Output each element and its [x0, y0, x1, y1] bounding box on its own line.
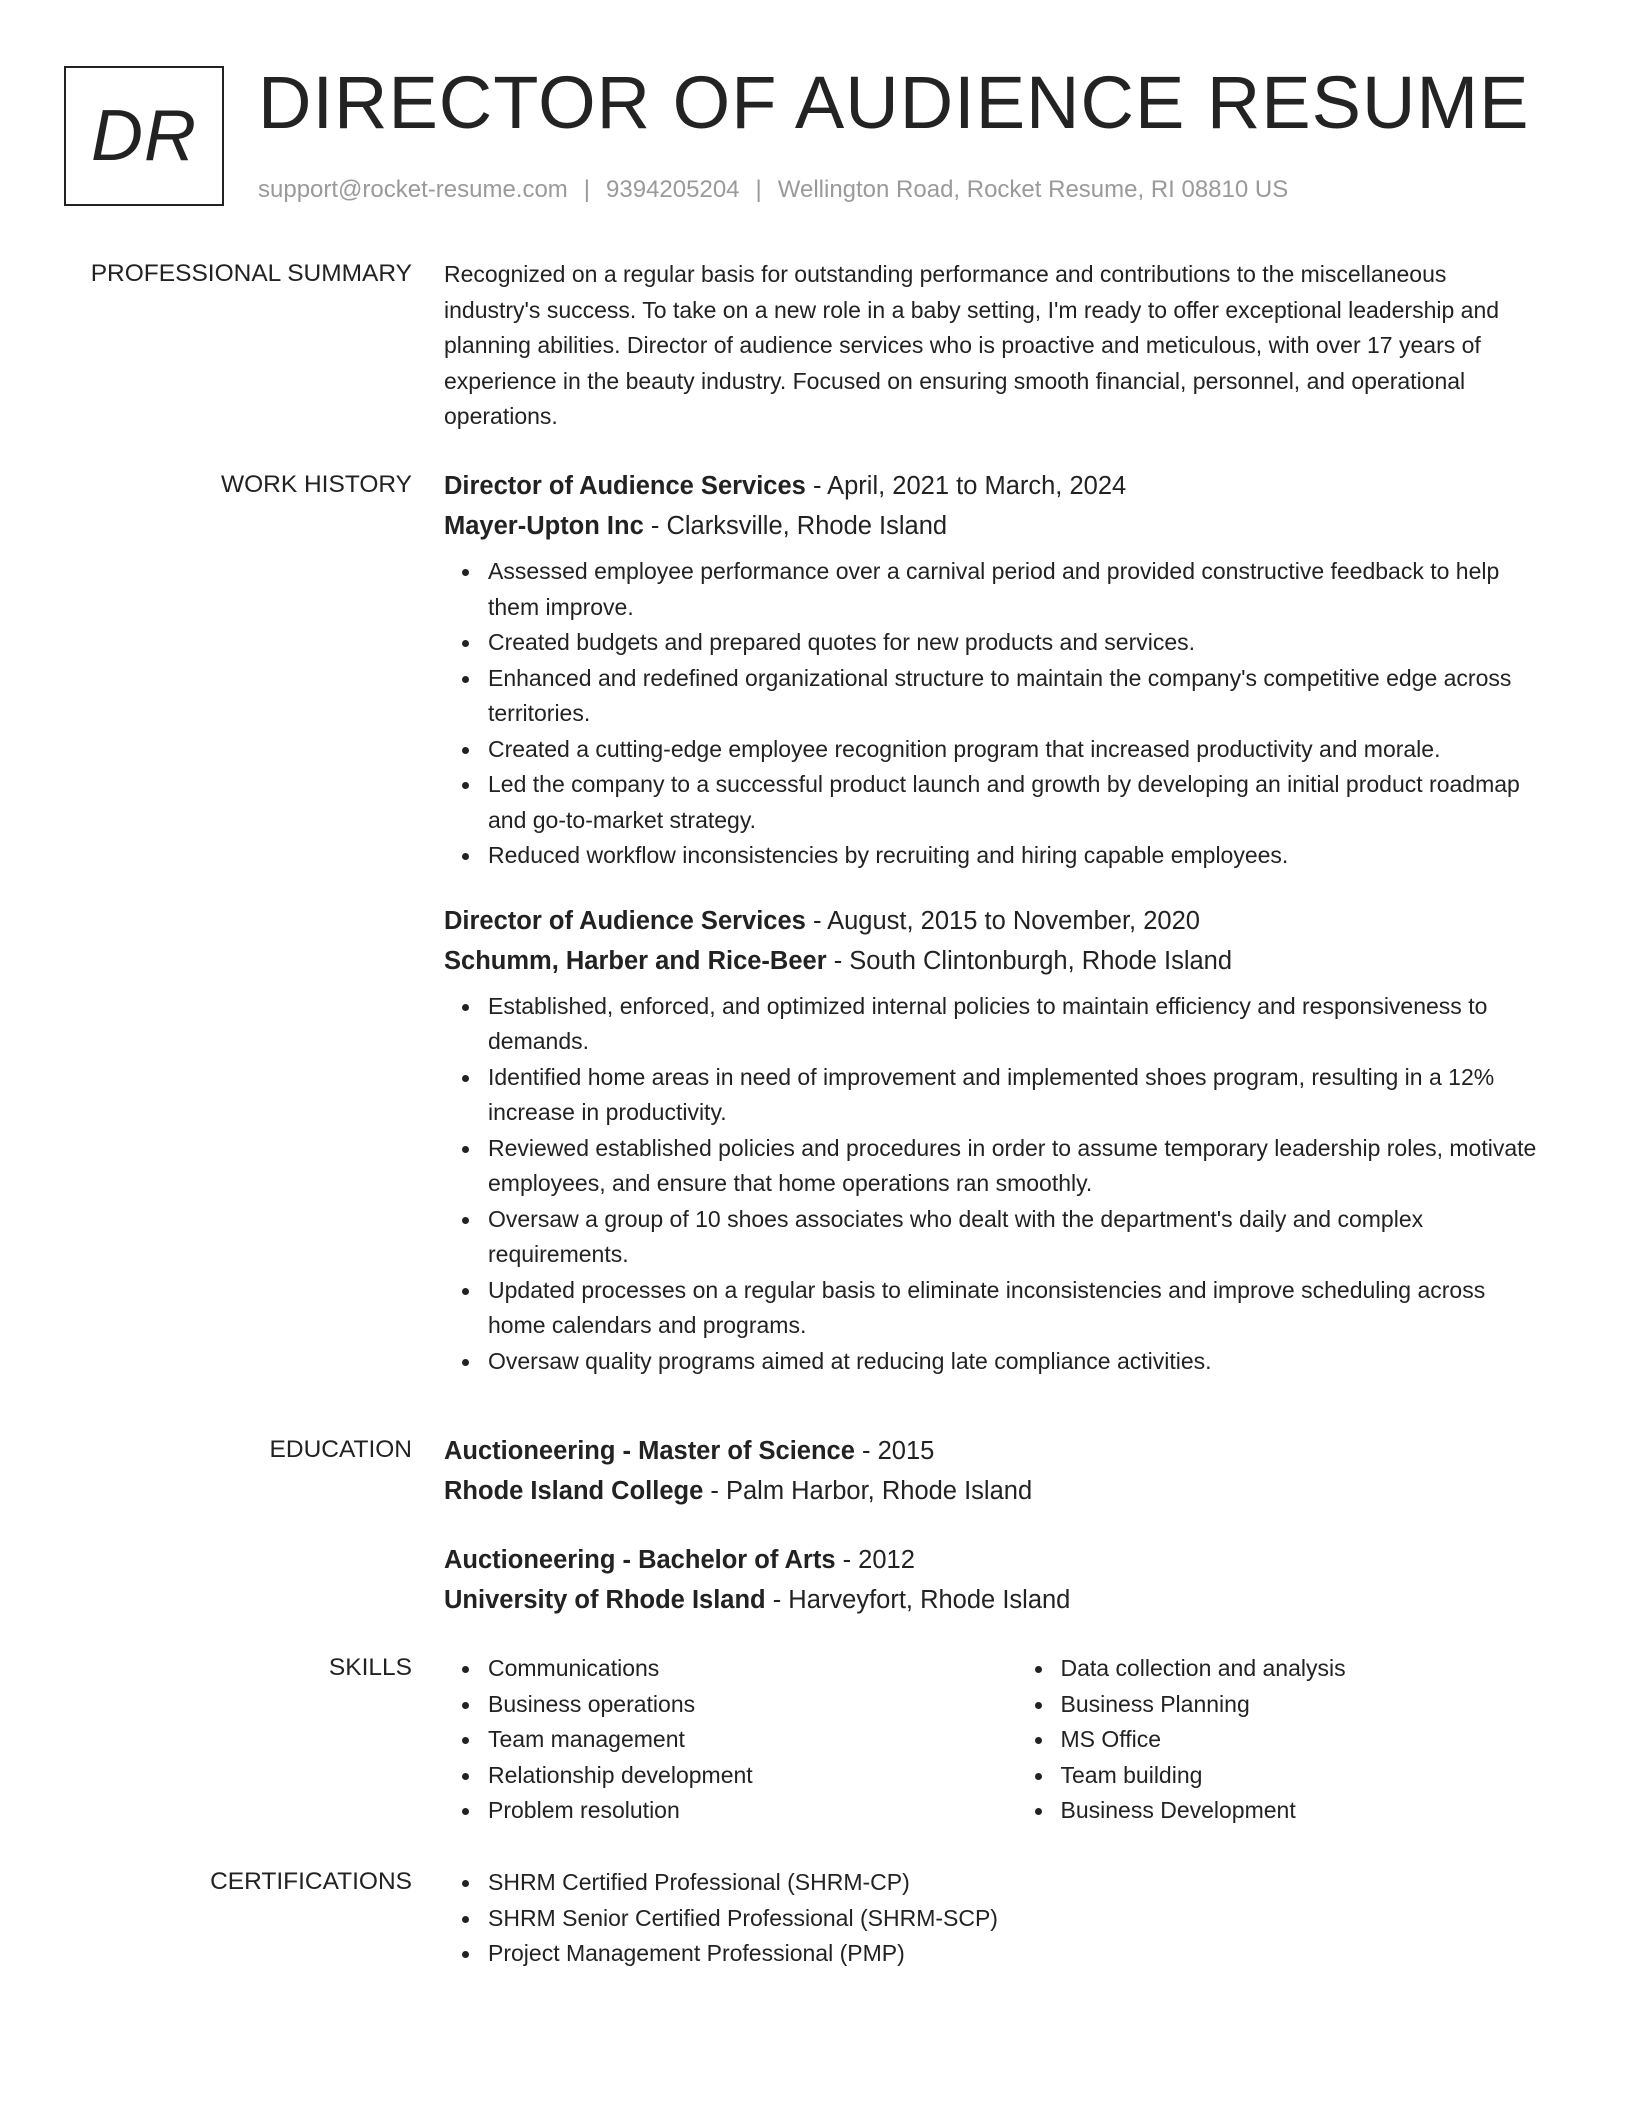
skills-column-right: [1017, 1651, 1545, 1829]
contact-address: Wellington Road, Rocket Resume, RI 08810 US: [777, 176, 1289, 203]
school-location: - Harveyfort, Rhode Island: [765, 1586, 1071, 1614]
contact-separator: |: [583, 176, 591, 203]
contact-phone[interactable]: 9394205204: [606, 176, 740, 203]
education-entry: [444, 1540, 1544, 1620]
job-title-line: [444, 901, 1544, 941]
list-item: Created a cutting-edge employee recognition program that increased productivity and morale.: [488, 732, 1544, 768]
list-item: Created budgets and prepared quotes for new products and services.: [488, 625, 1544, 661]
contact-email[interactable]: support@rocket-resume.com: [258, 176, 568, 203]
list-item: Project Management Professional (PMP): [488, 1936, 1544, 1972]
job-company-line: [444, 941, 1544, 981]
list-item: Established, enforced, and optimized internal policies to maintain efficiency and responsiveness to demands.: [488, 989, 1544, 1060]
list-item: Business operations: [488, 1687, 972, 1723]
summary-text: Recognized on a regular basis for outstanding performance and contributions to the miscellaneous industry's success. To take on a new role in a baby setting, I'm ready to offer exceptional leadership and planning abilities. Director of audience services who is proactive and meticulous, with over 17 years of experience in the beauty industry. Focused on ensuring smooth financial, personnel, and operational operations.: [444, 261, 1500, 429]
resume-title: DIRECTOR OF AUDIENCE RESUME: [258, 61, 1530, 144]
contact-line: [258, 174, 1288, 206]
job-company: Mayer-Upton Inc: [444, 512, 644, 540]
degree-line: [444, 1431, 1544, 1471]
education-list: [444, 1431, 1544, 1620]
monogram-initials: DR: [91, 96, 197, 176]
job-company-line: [444, 506, 1544, 546]
section-heading: EDUCATION: [269, 1436, 412, 1463]
section-heading: SKILLS: [328, 1654, 412, 1681]
list-item: Reviewed established policies and procedures in order to assume temporary leadership roles, motivate employees, and ensure that home operations ran smoothly.: [488, 1131, 1544, 1202]
job-title: Director of Audience Services: [444, 472, 806, 500]
list-item: Assessed employee performance over a carnival period and provided constructive feedback to help them improve.: [488, 554, 1544, 625]
section-heading: CERTIFICATIONS: [210, 1868, 412, 1895]
school-location: - Palm Harbor, Rhode Island: [703, 1477, 1033, 1505]
list-item: Business Development: [1061, 1793, 1545, 1829]
skills-column-left: [444, 1651, 972, 1829]
list-item: Reduced workflow inconsistencies by recruiting and hiring capable employees.: [488, 838, 1544, 874]
degree: Auctioneering - Master of Science: [444, 1437, 855, 1465]
list-item: Oversaw a group of 10 shoes associates who dealt with the department's daily and complex requirements.: [488, 1202, 1544, 1273]
list-item: Updated processes on a regular basis to eliminate inconsistencies and improve scheduling across home calendars and programs.: [488, 1273, 1544, 1344]
job-bullets: [444, 989, 1544, 1380]
school-line: [444, 1471, 1544, 1511]
job-dates: - August, 2015 to November, 2020: [805, 906, 1200, 935]
job-location: - Clarksville, Rhode Island: [643, 512, 948, 540]
list-item: Led the company to a successful product launch and growth by developing an initial product roadmap and go-to-market strategy.: [488, 767, 1544, 838]
section-heading: WORK HISTORY: [220, 471, 412, 498]
monogram-logo: [64, 66, 224, 206]
certifications-list: [444, 1865, 1544, 1972]
jobs-list: [444, 466, 1544, 1379]
school-line: [444, 1580, 1544, 1620]
school: Rhode Island College: [444, 1477, 704, 1505]
list-item: SHRM Certified Professional (SHRM-CP): [488, 1865, 1544, 1901]
skills-grid: [444, 1651, 1544, 1829]
list-item: Data collection and analysis: [1061, 1651, 1545, 1687]
list-item: Relationship development: [488, 1758, 972, 1794]
list-item: Communications: [488, 1651, 972, 1687]
job-company: Schumm, Harber and Rice-Beer: [444, 946, 827, 975]
job-entry: [444, 901, 1544, 1380]
job-location: - South Clintonburgh, Rhode Island: [826, 946, 1233, 975]
school: University of Rhode Island: [444, 1586, 766, 1614]
job-bullets: [444, 554, 1544, 874]
job-entry: [444, 466, 1544, 874]
list-item: SHRM Senior Certified Professional (SHRM-SCP): [488, 1901, 1544, 1937]
job-dates: - April, 2021 to March, 2024: [805, 472, 1127, 500]
degree: Auctioneering - Bachelor of Arts: [444, 1546, 836, 1574]
education-entry: [444, 1431, 1544, 1511]
contact-separator: |: [755, 176, 762, 203]
list-item: MS Office: [1061, 1722, 1545, 1758]
list-item: Team building: [1061, 1758, 1545, 1794]
degree-year: - 2015: [854, 1437, 935, 1465]
section-heading: PROFESSIONAL SUMMARY: [90, 260, 412, 287]
list-item: Problem resolution: [488, 1793, 972, 1829]
job-title-line: [444, 466, 1544, 506]
list-item: Enhanced and redefined organizational structure to maintain the company's competitive edge across territories.: [488, 661, 1544, 732]
list-item: Team management: [488, 1722, 972, 1758]
list-item: Identified home areas in need of improvement and implemented shoes program, resulting in a 12% increase in productivity.: [488, 1060, 1544, 1131]
degree-line: [444, 1540, 1544, 1580]
degree-year: - 2012: [835, 1546, 915, 1574]
list-item: Business Planning: [1061, 1687, 1545, 1723]
list-item: Oversaw quality programs aimed at reducing late compliance activities.: [488, 1344, 1544, 1380]
job-title: Director of Audience Services: [444, 906, 806, 935]
